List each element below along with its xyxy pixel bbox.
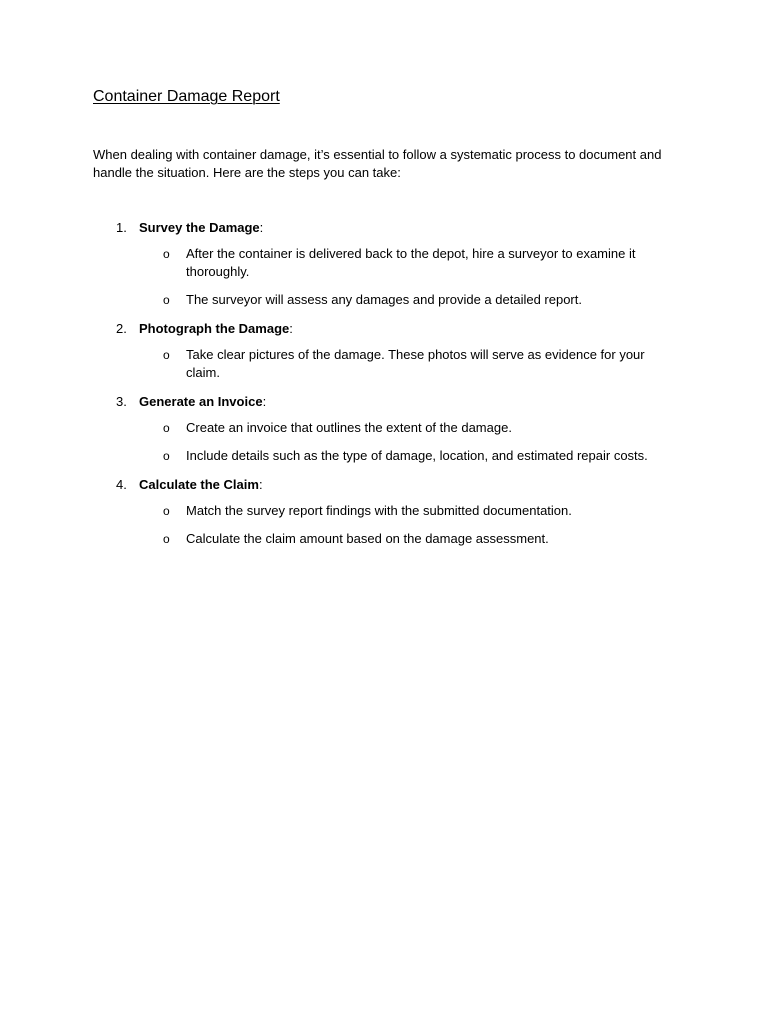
step-number: 4. bbox=[116, 477, 127, 492]
sub-item bbox=[93, 530, 656, 548]
sub-item bbox=[93, 291, 656, 309]
steps-list bbox=[93, 218, 673, 558]
step-title-bold: Photograph the Damage bbox=[139, 321, 290, 336]
intro-paragraph: When dealing with container damage, it’s essential to follow a systematic process to document and handle the situation. Here are the steps you can take: bbox=[93, 147, 662, 180]
sub-list bbox=[93, 502, 673, 548]
circle-bullet-icon: o bbox=[163, 421, 170, 435]
step-heading bbox=[93, 392, 673, 411]
sub-item-text: Take clear pictures of the damage. These photos will serve as evidence for your claim. bbox=[186, 347, 645, 380]
sub-item bbox=[93, 419, 656, 437]
step-title bbox=[139, 392, 266, 411]
step-item bbox=[93, 319, 673, 382]
sub-item-text: Create an invoice that outlines the extent of the damage. bbox=[186, 420, 512, 435]
step-number: 3. bbox=[116, 394, 127, 409]
step-title-suffix: : bbox=[258, 477, 263, 492]
circle-bullet-icon: o bbox=[163, 532, 170, 546]
step-item bbox=[93, 475, 673, 548]
step-item bbox=[93, 218, 673, 309]
circle-bullet-icon: o bbox=[163, 504, 170, 518]
step-title-bold: Survey the Damage bbox=[139, 220, 260, 235]
step-number: 2. bbox=[116, 321, 127, 336]
sub-item bbox=[93, 502, 656, 520]
step-heading bbox=[93, 319, 673, 338]
sub-list bbox=[93, 245, 673, 309]
step-title bbox=[139, 218, 263, 237]
step-item bbox=[93, 392, 673, 465]
circle-bullet-icon: o bbox=[163, 348, 170, 362]
sub-item-text: Include details such as the type of damage, location, and estimated repair costs. bbox=[186, 448, 648, 463]
step-title-suffix: : bbox=[289, 321, 293, 336]
step-heading bbox=[93, 475, 673, 494]
sub-item bbox=[93, 346, 656, 382]
document-title: Container Damage Report bbox=[93, 88, 280, 105]
step-title bbox=[139, 319, 293, 338]
step-title-bold: Calculate the Claim bbox=[139, 477, 259, 492]
sub-list bbox=[93, 346, 673, 382]
sub-item-text: Calculate the claim amount based on the damage assessment. bbox=[186, 531, 549, 546]
circle-bullet-icon: o bbox=[163, 449, 170, 463]
step-title-suffix: : bbox=[259, 220, 264, 235]
step-title bbox=[139, 475, 263, 494]
sub-item bbox=[93, 245, 656, 281]
sub-item-text: After the container is delivered back to the depot, hire a surveyor to examine it thoroughly. bbox=[186, 246, 636, 279]
sub-item bbox=[93, 447, 656, 465]
circle-bullet-icon: o bbox=[163, 293, 170, 307]
step-title-bold: Generate an Invoice bbox=[139, 394, 263, 409]
step-title-suffix: : bbox=[262, 394, 267, 409]
sub-item-text: Match the survey report findings with the submitted documentation. bbox=[186, 503, 572, 518]
sub-list bbox=[93, 419, 673, 465]
sub-item-text: The surveyor will assess any damages and provide a detailed report. bbox=[186, 292, 582, 307]
step-number: 1. bbox=[116, 220, 127, 235]
circle-bullet-icon: o bbox=[163, 247, 170, 261]
step-heading bbox=[93, 218, 673, 237]
